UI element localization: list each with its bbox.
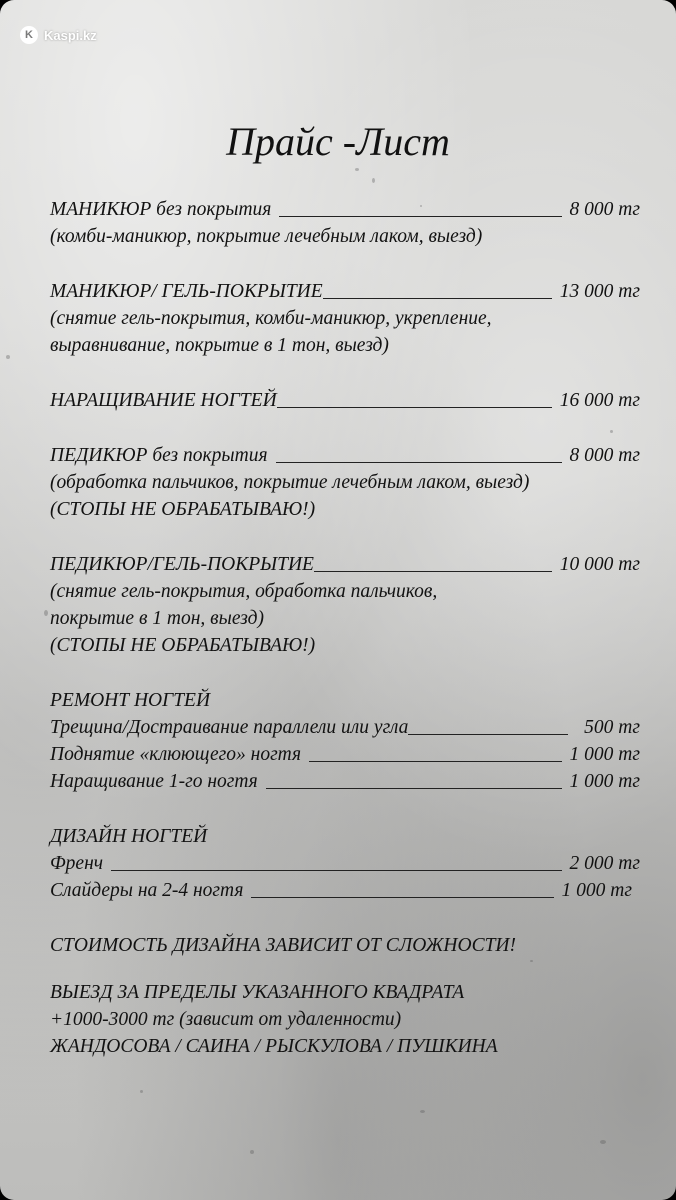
leader-line xyxy=(277,388,552,408)
service-name: Поднятие «клюющего» ногтя xyxy=(50,744,302,765)
repair-item xyxy=(50,714,640,741)
service-price: 13 000 тг xyxy=(559,281,640,302)
service-price: 2 000 тг xyxy=(569,853,640,874)
leader-line xyxy=(276,443,562,463)
design-item xyxy=(50,850,640,877)
kaspi-brand[interactable] xyxy=(20,26,97,44)
price-list xyxy=(50,196,640,1060)
leader-line xyxy=(408,715,568,735)
service-price: 16 000 тг xyxy=(559,390,640,411)
design-item xyxy=(50,877,640,904)
service-price: 1 000 тг xyxy=(569,771,640,792)
section-heading-design: ДИЗАЙН НОГТЕЙ xyxy=(50,826,208,847)
service-manicure-gel xyxy=(50,278,640,305)
repair-item xyxy=(50,768,640,795)
service-price: 1 000 тг xyxy=(561,880,632,901)
service-price: 8 000 тг xyxy=(569,445,640,466)
leader-line xyxy=(314,552,552,572)
service-pedicure xyxy=(50,442,640,469)
service-price: 1 000 тг xyxy=(569,744,640,765)
service-manicure xyxy=(50,196,640,223)
travel-heading: ВЫЕЗД ЗА ПРЕДЕЛЫ УКАЗАННОГО КВАДРАТА xyxy=(50,982,465,1003)
repair-item xyxy=(50,741,640,768)
design-complexity-note: СТОИМОСТЬ ДИЗАЙНА ЗАВИСИТ ОТ СЛОЖНОСТИ! xyxy=(50,935,516,956)
service-extension xyxy=(50,387,640,414)
service-name: МАНИКЮР/ ГЕЛЬ-ПОКРЫТИЕ xyxy=(50,281,323,302)
service-warning: (СТОПЫ НЕ ОБРАБАТЫВАЮ!) xyxy=(50,499,316,520)
travel-cost: +1000-3000 тг (зависит от удаленности) xyxy=(50,1009,402,1030)
service-price: 8 000 тг xyxy=(569,199,640,220)
service-name: Наращивание 1-го ногтя xyxy=(50,771,258,792)
section-heading-repair: РЕМОНТ НОГТЕЙ xyxy=(50,690,211,711)
service-note: покрытие в 1 тон, выезд) xyxy=(50,608,264,629)
service-name: НАРАЩИВАНИЕ НОГТЕЙ xyxy=(50,390,277,411)
service-note: (обработка пальчиков, покрытие лечебным лаком, выезд) xyxy=(50,472,530,493)
service-name: Френч xyxy=(50,853,104,874)
kaspi-logo-icon: K xyxy=(20,26,38,44)
service-name: МАНИКЮР без покрытия xyxy=(50,199,272,220)
service-note: выравнивание, покрытие в 1 тон, выезд) xyxy=(50,335,389,356)
service-note: (комби-маникюр, покрытие лечебным лаком, выезд) xyxy=(50,226,483,247)
leader-line xyxy=(323,279,552,299)
service-note: (снятие гель-покрытия, комби-маникюр, укрепление, xyxy=(50,308,492,329)
service-warning: (СТОПЫ НЕ ОБРАБАТЫВАЮ!) xyxy=(50,635,316,656)
service-name: Слайдеры на 2-4 ногтя xyxy=(50,880,244,901)
service-name: Трещина/Достраивание параллели или угла xyxy=(50,717,409,738)
leader-line xyxy=(279,197,561,217)
service-price: 500 тг xyxy=(584,717,640,738)
brand-name: Kaspi.kz xyxy=(44,27,97,43)
service-name: ПЕДИКЮР без покрытия xyxy=(50,445,268,466)
leader-line xyxy=(251,878,553,898)
leader-line xyxy=(309,742,561,762)
service-note: (снятие гель-покрытия, обработка пальчиков, xyxy=(50,581,438,602)
service-pedicure-gel xyxy=(50,551,640,578)
service-price: 10 000 тг xyxy=(559,554,640,575)
leader-line xyxy=(266,769,562,789)
page-title: Прайс -Лист xyxy=(226,119,450,164)
service-name: ПЕДИКЮР/ГЕЛЬ-ПОКРЫТИЕ xyxy=(50,554,314,575)
leader-line xyxy=(111,851,561,871)
travel-streets: ЖАНДОСОВА / САИНА / РЫСКУЛОВА / ПУШКИНА xyxy=(50,1036,498,1057)
